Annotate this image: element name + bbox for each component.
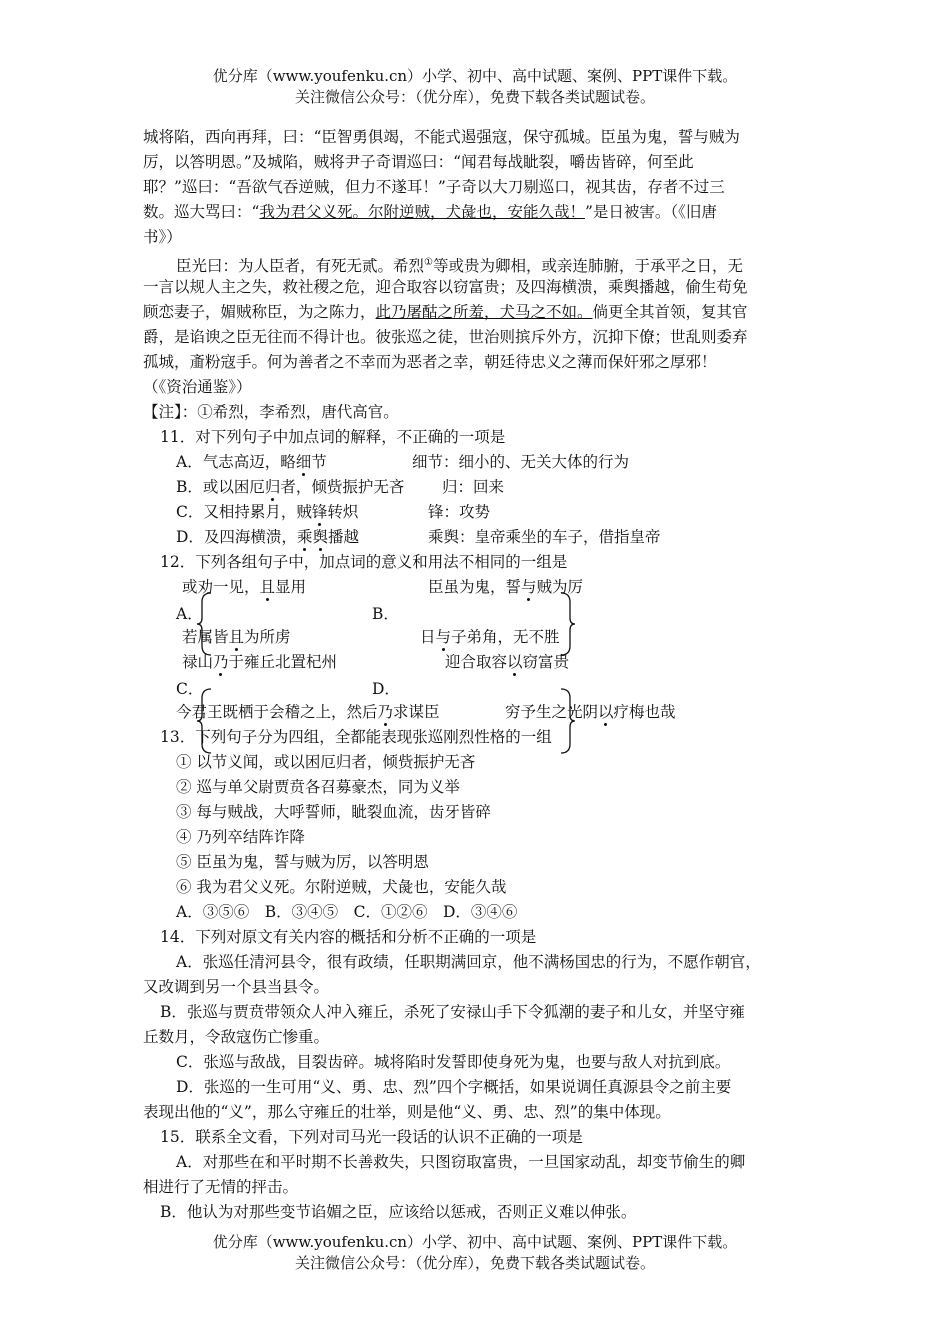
answer-options: A．③⑤⑥ B．③④⑤ C．①②⑥ D．③④⑥ (176, 903, 518, 921)
pair-c-line-2: 今君王既栖于会稽之上，然后乃求谋臣 (176, 703, 440, 721)
option-d-label: D． (372, 680, 400, 698)
option-c-explanation: 锋：攻势 (428, 503, 491, 521)
option-b-cont: 丘数月，令敌寇伤亡惨重。 (143, 1028, 330, 1046)
passage-line: 顾恋妻子，媚贼称臣，为之陈力，此乃屠酤之所羞，犬马之不如。倘更全其首领，复其官 (143, 303, 748, 321)
list-item: ③ 每与贼战，大呼誓师，眦裂血流，齿牙皆碎 (176, 803, 491, 821)
option-b: B．张巡与贾贲带领众人冲入雍丘，杀死了安禄山手下令狐潮的妻子和儿女，并坚守雍 (160, 1003, 745, 1021)
question-stem: 15．联系全文看，下列对司马光一段话的认识不正确的一项是 (160, 1128, 583, 1146)
option-a-explanation: 细节：细小的、无关大体的行为 (412, 453, 630, 471)
question-stem: 12．下列各组句子中，加点词的意义和用法不相同的一组是 (160, 553, 568, 571)
pair-d-line-2: 穷予生之光阴以疗梅也哉 (505, 703, 676, 721)
footnote-marker: ① (424, 257, 433, 268)
pair-c-line-1: 禄山乃于雍丘北置杞州 (182, 653, 338, 671)
option-a-cont: 又改调到另一个县当县令。 (143, 978, 330, 996)
passage-line: 书》） (143, 228, 182, 246)
option-a: A．对那些在和平时期不长善救失，只图窃取富贵，一旦国家动乱，却变节偷生的卿 (176, 1153, 746, 1171)
question-stem: 13．下列句子分为四组，全都能表现张巡刚烈性格的一组 (160, 728, 552, 746)
brace-right-d (558, 688, 576, 754)
option-a-cont: 相进行了无情的抨击。 (143, 1178, 299, 1196)
underlined-sentence: 我为君父义死。尔附逆贼，犬彘也，安能久哉！ (259, 203, 585, 221)
option-d-explanation: 乘舆：皇帝乘坐的车子，借指皇帝 (428, 528, 661, 546)
option-a: A．张巡任清河县令，很有政绩，任职期满回京，他不满杨国忠的行为，不愿作朝官， (176, 953, 761, 971)
question-stem: 11．对下列句子中加点词的解释，不正确的一项是 (160, 428, 506, 446)
pair-a-line-2: 若属皆且为所虏 (182, 628, 291, 646)
pair-b-line-2: 日与子弟角，无不胜 (420, 628, 560, 646)
list-item: ④ 乃列卒结阵诈降 (176, 828, 305, 846)
option-d: D．张巡的一生可用“义、勇、忠、烈”四个字概括，如果说调任真源县令之前主要 (176, 1078, 732, 1096)
option-b: B．或以困厄归者，倾赀振护无吝 (176, 478, 405, 496)
option-a: A．气志高迈，略细节 (176, 453, 327, 471)
passage-line: （《资治通鉴》） (143, 378, 252, 396)
header-line-1: 优分库（www.youfenku.cn）小学、初中、高中试题、案例、PPT课件下载。 (212, 67, 738, 85)
footer-line-1: 优分库（www.youfenku.cn）小学、初中、高中试题、案例、PPT课件下载。 (212, 1233, 738, 1251)
passage-line: 厉，以答明恩。”及城陷，贼将尹子奇谓巡曰：“闻君每战眦裂，嚼齿皆碎，何至此 (143, 153, 694, 171)
brace-right-b (558, 592, 576, 656)
option-d-cont: 表现出他的“义”，那么守雍丘的壮举，则是他“义、勇、忠、烈”的集中体现。 (143, 1103, 671, 1121)
list-item: ⑥ 我为君父义死。尔附逆贼，犬彘也，安能久哉 (176, 878, 507, 896)
list-item: ① 以节义闻，或以困厄归者，倾赀振护无吝 (176, 753, 476, 771)
passage-line: 耶？”巡曰：“吾欲气吞逆贼，但力不遂耳！”子奇以大刀剔巡口，视其齿，存者不过三 (143, 178, 725, 196)
list-item: ⑤ 臣虽为鬼，誓与贼为厉，以答明恩 (176, 853, 429, 871)
pair-b-line-1: 臣虽为鬼，誓与贼为厉 (428, 578, 584, 596)
brace-left-a (196, 592, 214, 656)
passage-line: 一言以规人主之失，救社稷之危，迎合取容以窃富贵；及四海横溃，乘舆播越，偷生苟免 (143, 278, 748, 296)
passage-line: 孤城，齑粉寇手。何为善者之不幸而为恶者之幸，朝廷待忠义之薄而保奸邪之厚邪！ (143, 353, 717, 371)
header-line-2: 关注微信公众号：（优分库），免费下载各类试题试卷。 (294, 88, 655, 106)
option-b-label: B． (372, 605, 399, 623)
footer-line-2: 关注微信公众号：（优分库），免费下载各类试题试卷。 (294, 1254, 655, 1272)
pair-a-line-1: 或劝一见，且显用 (182, 578, 307, 596)
footnote: 【注】：①希烈，李希烈，唐代高官。 (143, 403, 399, 421)
option-a-label: A． (176, 605, 203, 623)
option-c-label: C． (176, 680, 204, 698)
pair-d-line-1: 迎合取容以窃富贵 (445, 653, 570, 671)
option-b: B．他认为对那些变节谄媚之臣，应该给以惩戒，否则正义难以伸张。 (160, 1203, 637, 1221)
option-c: C．又相持累月，贼锋转炽 (176, 503, 359, 521)
option-c: C．张巡与敌战，目裂齿碎。城将陷时发誓即使身死为鬼，也要与敌人对抗到底。 (176, 1053, 731, 1071)
passage-line: 爵，是谄谀之臣无往而不得计也。彼张巡之徒，世治则摈斥外方，沉抑下僚；世乱则委弃 (143, 328, 748, 346)
passage-line: 臣光曰：为人臣者，有死无贰。希烈①等或贵为卿相，或亲连肺腑，于承平之日，无 (176, 257, 743, 276)
list-item: ② 巡与单父尉贾贲各召募豪杰，同为义举 (176, 778, 460, 796)
option-b-explanation: 归：回来 (442, 478, 505, 496)
underlined-sentence: 此乃屠酤之所羞，犬马之不如。 (375, 303, 593, 321)
option-d: D．及四海横溃，乘舆播越 (176, 528, 359, 546)
passage-line: 城将陷，西向再拜，曰：“臣智勇俱竭，不能式遏强寇，保守孤城。臣虽为鬼，誓与贼为 (143, 128, 740, 146)
question-stem: 14．下列对原文有关内容的概括和分析不正确的一项是 (160, 928, 537, 946)
passage-line: 数。巡大骂曰：“我为君父义死。尔附逆贼，犬彘也，安能久哉！”是日被害。（《旧唐 (143, 203, 717, 221)
